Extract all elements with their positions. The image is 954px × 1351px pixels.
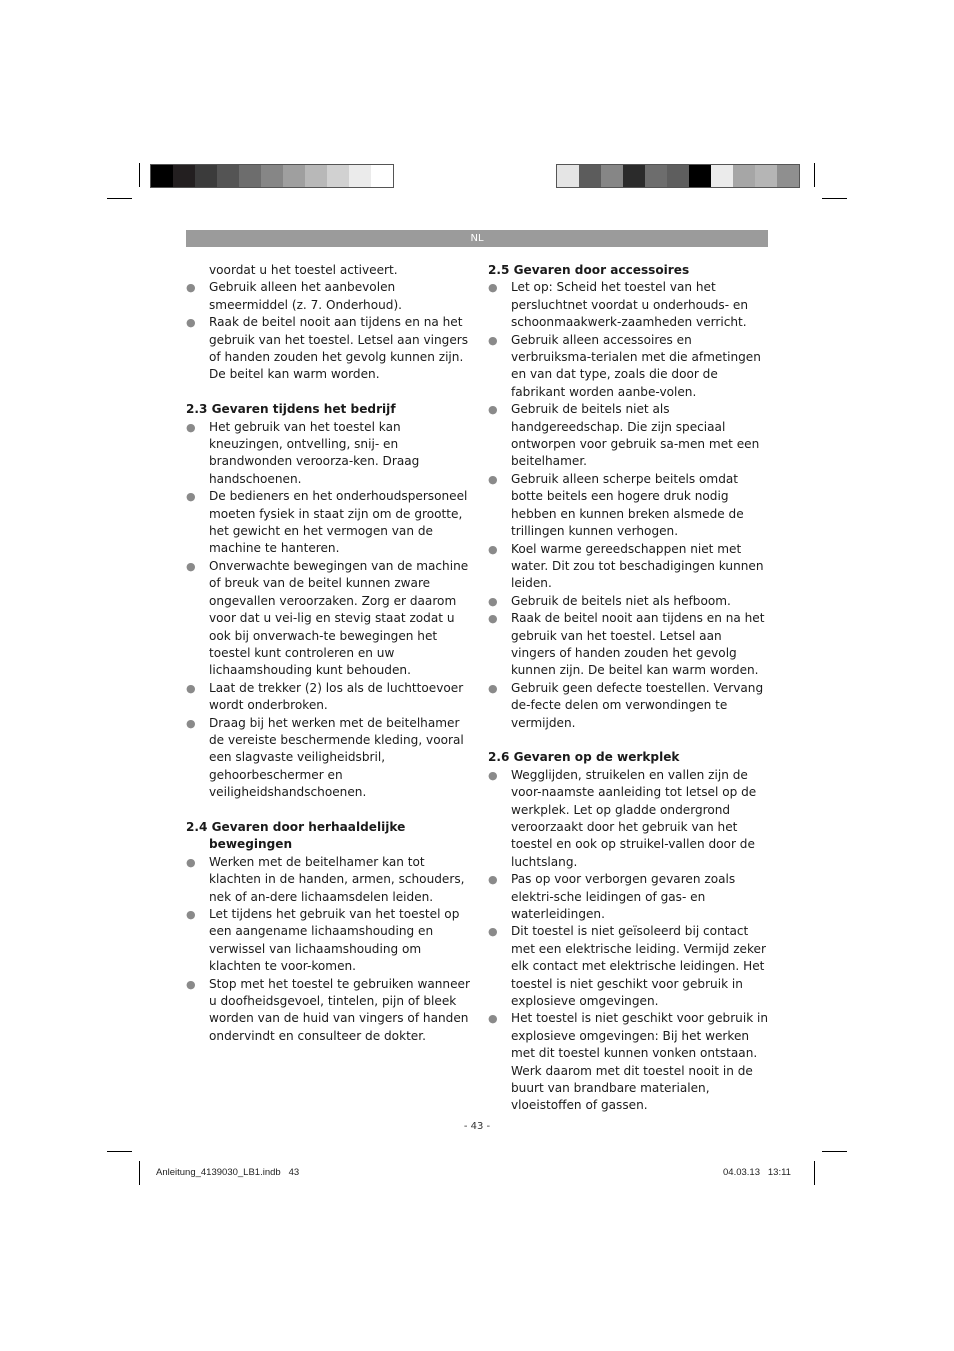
bullet-icon: ● [186, 855, 196, 869]
bullet-icon: ● [488, 281, 498, 295]
color-swatch [777, 165, 799, 187]
color-swatch [711, 165, 733, 187]
crop-mark-top-right-v [814, 163, 815, 187]
list-item: ● Onverwachte bewegingen van de machine of breuk van de beitel kunnen zware ongevallen veroorzaken. Zorg er daarom voor dat u vei-lig en stevig staat zodat u ook bij onverwach-te bewegingen het toestel kunt controleren en uw lichaamshouding kunt behouden. [186, 558, 469, 678]
language-header-bar [186, 230, 768, 247]
color-bar-right [556, 164, 800, 188]
list-item: ● Draag bij het werken met de beitelhamer de vereiste beschermende kleding, vooral een slagvaste veiligheidsbril, gehoorbeschermer en veiligheidshandschoenen. [186, 715, 464, 800]
color-swatch [667, 165, 689, 187]
list-item: ● Wegglijden, struikelen en vallen zijn de voor-naamste aanleiding tot letsel op de werkplek. Let op gladde ondergrond veroorzaakt door het gebruik van het toestel en ook op struikel-vallen door de luchtslang. [488, 767, 757, 869]
intro-text: voordat u het toestel activeert. [209, 263, 398, 277]
list-item: ● Gebruik de beitels niet als handgereedschap. Die zijn speciaal ontworpen voor gebruik sa-men met een beitelhamer. [488, 402, 760, 469]
color-swatch [623, 165, 645, 187]
list-item: ● Dit toestel is niet geïsoleerd bij contact met een elektrische leiding. Vermijd zeker elk contact met elektrische leidingen. Het toestel is niet geschikt voor gebruik in explosieve omgevingen. [488, 924, 766, 1009]
list-item: ● Raak de beitel nooit aan tijdens en na het gebruik van het toestel. Letsel aan vingers of handen zouden het gevolg kunnen zijn. De beitel kan warm worden. [488, 611, 765, 678]
bullet-icon: ● [488, 1012, 498, 1026]
list-item: ● Pas op voor verborgen gevaren zoals elektri-sche leidingen of gas- en waterleidingen. [488, 872, 736, 922]
crop-mark-bottom-right-h [822, 1151, 847, 1152]
list-item: ● Koel warme gereedschappen niet met water. Dit zou tot beschadigingen kunnen leiden. [488, 541, 764, 591]
color-swatch [557, 165, 579, 187]
list-item: ● Het toestel is niet geschikt voor gebruik in explosieve omgevingen: Bij het werken met dit toestel kunnen vonken ontstaan. Werk daarom met dit toestel nooit in de buurt van brandbare materialen, vloeistoffen of gassen. [488, 1011, 769, 1113]
color-swatch [755, 165, 777, 187]
bullet-icon: ● [488, 612, 498, 626]
bullet-icon: ● [488, 472, 498, 486]
list-item: ● De bedieners en het onderhoudspersoneel moeten fysiek in staat zijn om de grootte, het gewicht en het vermogen van de machine te hanteren. [186, 489, 468, 556]
section-2-5-list [488, 279, 770, 732]
color-swatch [349, 165, 371, 187]
color-swatch [239, 165, 261, 187]
crop-mark-bottom-right-v [814, 1161, 815, 1185]
list-item: ● Gebruik alleen scherpe beitels omdat botte beitels een hogere druk nodig hebben en kunnen breken alsmede de trillingen kunnen verhogen. [488, 471, 744, 539]
bullet-icon: ● [186, 977, 196, 991]
color-swatch [217, 165, 239, 187]
bullet-icon: ● [488, 681, 498, 695]
intro-bullet-list [186, 279, 470, 383]
page-number: - 43 - [463, 1121, 491, 1132]
color-swatch [645, 165, 667, 187]
crop-mark-top-right-h [822, 198, 847, 199]
bullet-icon: ● [488, 542, 498, 556]
color-swatch [261, 165, 283, 187]
color-swatch [283, 165, 305, 187]
bullet-icon: ● [186, 281, 196, 295]
section-2-6-list [488, 767, 770, 1115]
footer-date: 04.03.13 13:11 [723, 1167, 791, 1178]
list-item: ● Het gebruik van het toestel kan kneuzingen, ontvelling, snij- en brandwonden veroorza-ken. Draag handschoenen. [186, 419, 420, 486]
color-swatch [195, 165, 217, 187]
color-swatch [327, 165, 349, 187]
crop-mark-bottom-left-h [107, 1151, 132, 1152]
list-item: ● Stop met het toestel te gebruiken wanneer u doofheidsgevoel, tintelen, pijn of bleek worden van de huid van vingers of handen ondervindt en consulteer de dokter. [186, 976, 470, 1043]
color-swatch [371, 165, 393, 187]
list-item: ● Gebruik alleen accessoires en verbruiksma-terialen met die afmetingen en van dat type, zoals die door de fabrikant worden aanbe-volen. [488, 332, 761, 399]
bullet-icon: ● [186, 420, 196, 434]
bullet-icon: ● [186, 908, 196, 921]
color-swatch [151, 165, 173, 187]
section-heading-2-5: 2.5 Gevaren door accessoires [488, 263, 690, 277]
bullet-icon: ● [488, 594, 498, 608]
section-heading-2-4: 2.4 Gevaren door herhaaldelijke bewegingen [186, 819, 406, 852]
section-2-3-list [186, 419, 470, 802]
list-item: ● Let tijdens het gebruik van het toestel op een aangename lichaamshouding en verwissel van lichaamshouding om klachten te voor-komen. [186, 907, 460, 974]
list-item: ● Raak de beitel nooit aan tijdens en na het gebruik van het toestel. Letsel aan vingers of handen zouden het gevolg kunnen zijn. De beitel kan warm worden. [186, 315, 469, 382]
section-heading-2-3: 2.3 Gevaren tijdens het bedrijf [186, 402, 396, 417]
list-item: ● Werken met de beitelhamer kan tot klachten in de handen, armen, schouders, nek of an-dere lichaamsdelen leiden. [186, 854, 465, 904]
crop-mark-bottom-left-v [139, 1161, 140, 1185]
crop-mark-top-left-h [107, 198, 132, 199]
list-item: ● Laat de trekker (2) los als de luchttoevoer wordt onderbroken. [186, 680, 464, 713]
bullet-icon: ● [488, 873, 498, 887]
list-item: ● Gebruik de beitels niet als hefboom. [488, 593, 770, 610]
color-swatch [579, 165, 601, 187]
bullet-icon: ● [186, 316, 196, 330]
list-item: ● Let op: Scheid het toestel van het persluchtnet voordat u onderhouds- en schoonmaakwerk-zaamheden verricht. [488, 280, 749, 330]
color-swatch [601, 165, 623, 187]
list-item: ● Gebruik geen defecte toestellen. Vervang de-fecte delen om verwondingen te vermijden. [488, 680, 764, 730]
bullet-icon: ● [488, 768, 498, 782]
color-swatch [689, 165, 711, 187]
list-item: ● Gebruik alleen het aanbevolen smeermiddel (z. 7. Onderhoud). [186, 280, 403, 312]
language-label: NL [470, 233, 484, 244]
bullet-icon: ● [488, 925, 498, 939]
bullet-icon: ● [186, 490, 196, 504]
bullet-icon: ● [186, 559, 196, 573]
color-swatch [733, 165, 755, 187]
crop-mark-top-left-v [139, 163, 140, 187]
bullet-icon: ● [186, 716, 196, 730]
bullet-icon: ● [488, 403, 498, 417]
right-column [488, 262, 770, 1115]
bullet-icon: ● [488, 333, 498, 347]
color-swatch [173, 165, 195, 187]
left-column [186, 262, 470, 1045]
footer-file-info: Anleitung_4139030_LB1.indb 43 [156, 1167, 300, 1178]
section-heading-2-6: 2.6 Gevaren op de werkplek [488, 750, 680, 765]
bullet-icon: ● [186, 681, 196, 695]
section-2-4-list [186, 854, 470, 1045]
color-bar-left [150, 164, 394, 188]
color-swatch [305, 165, 327, 187]
